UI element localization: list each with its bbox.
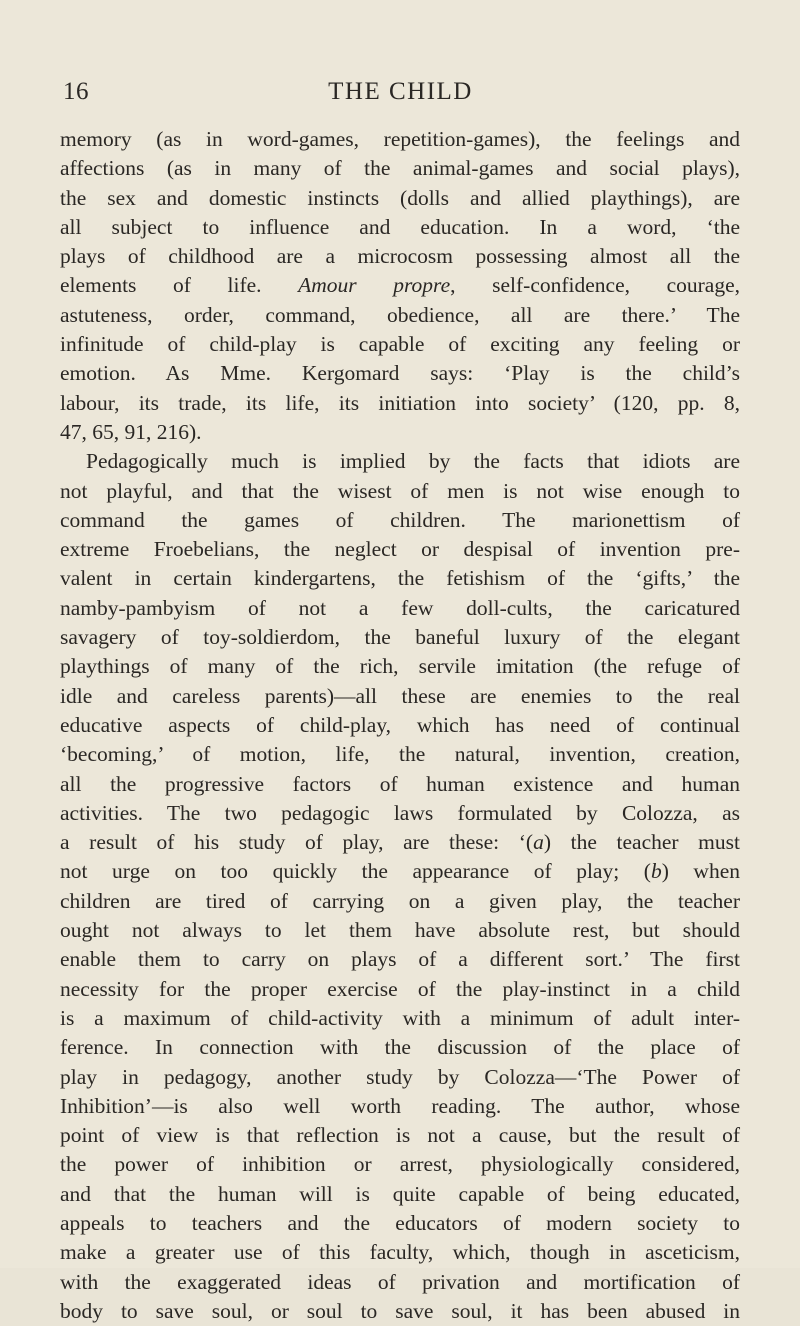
text-line: appeals to teachers and the educators of modern society to (60, 1210, 740, 1235)
text-run: ) when (661, 859, 740, 884)
text-line: all subject to influence and education. In a word, ‘the (60, 214, 740, 239)
text-line: emotion. As Mme. Kergomard says: ‘Play is the child’s (60, 361, 740, 386)
running-title: THE CHILD (328, 78, 473, 105)
text-line: astuteness, order, command, obedience, all are there.’ The (60, 302, 740, 327)
text-line: and that the human will is quite capable of being educated, (60, 1181, 740, 1206)
text-line: children are tired of carrying on a given play, the teacher (60, 888, 740, 913)
text-line: with the exaggerated ideas of privation and mortification of (60, 1269, 740, 1294)
body-text (60, 125, 740, 1326)
text-line: all the progressive factors of human existence and human (60, 771, 740, 796)
text-line: enable them to carry on plays of a different sort.’ The first (60, 947, 740, 972)
text-line: extreme Froebelians, the neglect or despisal of invention pre- (60, 537, 740, 562)
text-line: educative aspects of child-play, which has need of continual (60, 712, 740, 737)
text-line: savagery of toy-soldierdom, the baneful luxury of the elegant (60, 625, 740, 650)
text-line: ference. In connection with the discussion of the place of (60, 1035, 740, 1060)
text-line: command the games of children. The marionettism of (60, 507, 740, 532)
text-run: a result of his study of play, are these: ‘( (60, 830, 534, 855)
text-line: plays of childhood are a microcosm possessing almost all the (60, 244, 740, 269)
text-line: not playful, and that the wisest of men is not wise enough to (60, 478, 740, 503)
text-line: valent in certain kindergartens, the fetishism of the ‘gifts,’ the (60, 566, 740, 591)
text-line: make a greater use of this faculty, which, though in asceticism, (60, 1240, 740, 1265)
text-line: the sex and domestic instincts (dolls and allied playthings), are (60, 185, 740, 210)
text-line: necessity for the proper exercise of the play-instinct in a child (60, 976, 740, 1001)
text-line: body to save soul, or soul to save soul, it has been abused in (60, 1298, 740, 1323)
text-line (60, 857, 740, 886)
text-line: 47, 65, 91, 216). (60, 419, 202, 444)
text-line: affections (as in many of the animal-games and social plays), (60, 156, 740, 181)
text-line: idle and careless parents)—all these are enemies to the real (60, 683, 740, 708)
text-run: not urge on too quickly the appearance of play; ( (60, 859, 651, 884)
text-line: activities. The two pedagogic laws formulated by Colozza, as (60, 800, 740, 825)
running-head (63, 78, 738, 108)
text-run: , self-confidence, courage, (450, 273, 741, 298)
text-line: memory (as in word-games, repetition-games), the feelings and (60, 127, 740, 151)
text-line: playthings of many of the rich, servile imitation (the refuge of (60, 654, 740, 679)
text-run: elements of life. (60, 273, 262, 298)
text-line: ought not always to let them have absolute rest, but should (60, 918, 740, 943)
text-line: point of view is that reflection is not a cause, but the result of (60, 1123, 740, 1148)
page-number: 16 (63, 78, 89, 105)
text-run: ) the teacher must (543, 830, 740, 855)
text-line: namby-pambyism of not a few doll-cults, the caricatured (60, 595, 740, 620)
text-line: is a maximum of child-activity with a minimum of adult inter- (60, 1005, 740, 1030)
text-line (60, 828, 740, 857)
text-line (60, 271, 740, 300)
text-line: Inhibition’—is also well worth reading. The author, whose (60, 1093, 740, 1118)
text-line: the power of inhibition or arrest, physiologically considered, (60, 1152, 740, 1177)
italic-phrase: Amour propre (298, 273, 451, 298)
text-line: ‘becoming,’ of motion, life, the natural, invention, creation, (60, 742, 740, 767)
text-line: play in pedagogy, another study by Colozza—‘The Power of (60, 1064, 740, 1089)
text-line: labour, its trade, its life, its initiation into society’ (120, pp. 8, (60, 390, 740, 415)
italic-letter: a (533, 830, 544, 855)
italic-letter: b (650, 859, 662, 884)
text-line: Pedagogically much is implied by the facts that idiots are (86, 449, 740, 474)
text-line: infinitude of child-play is capable of exciting any feeling or (60, 332, 740, 357)
